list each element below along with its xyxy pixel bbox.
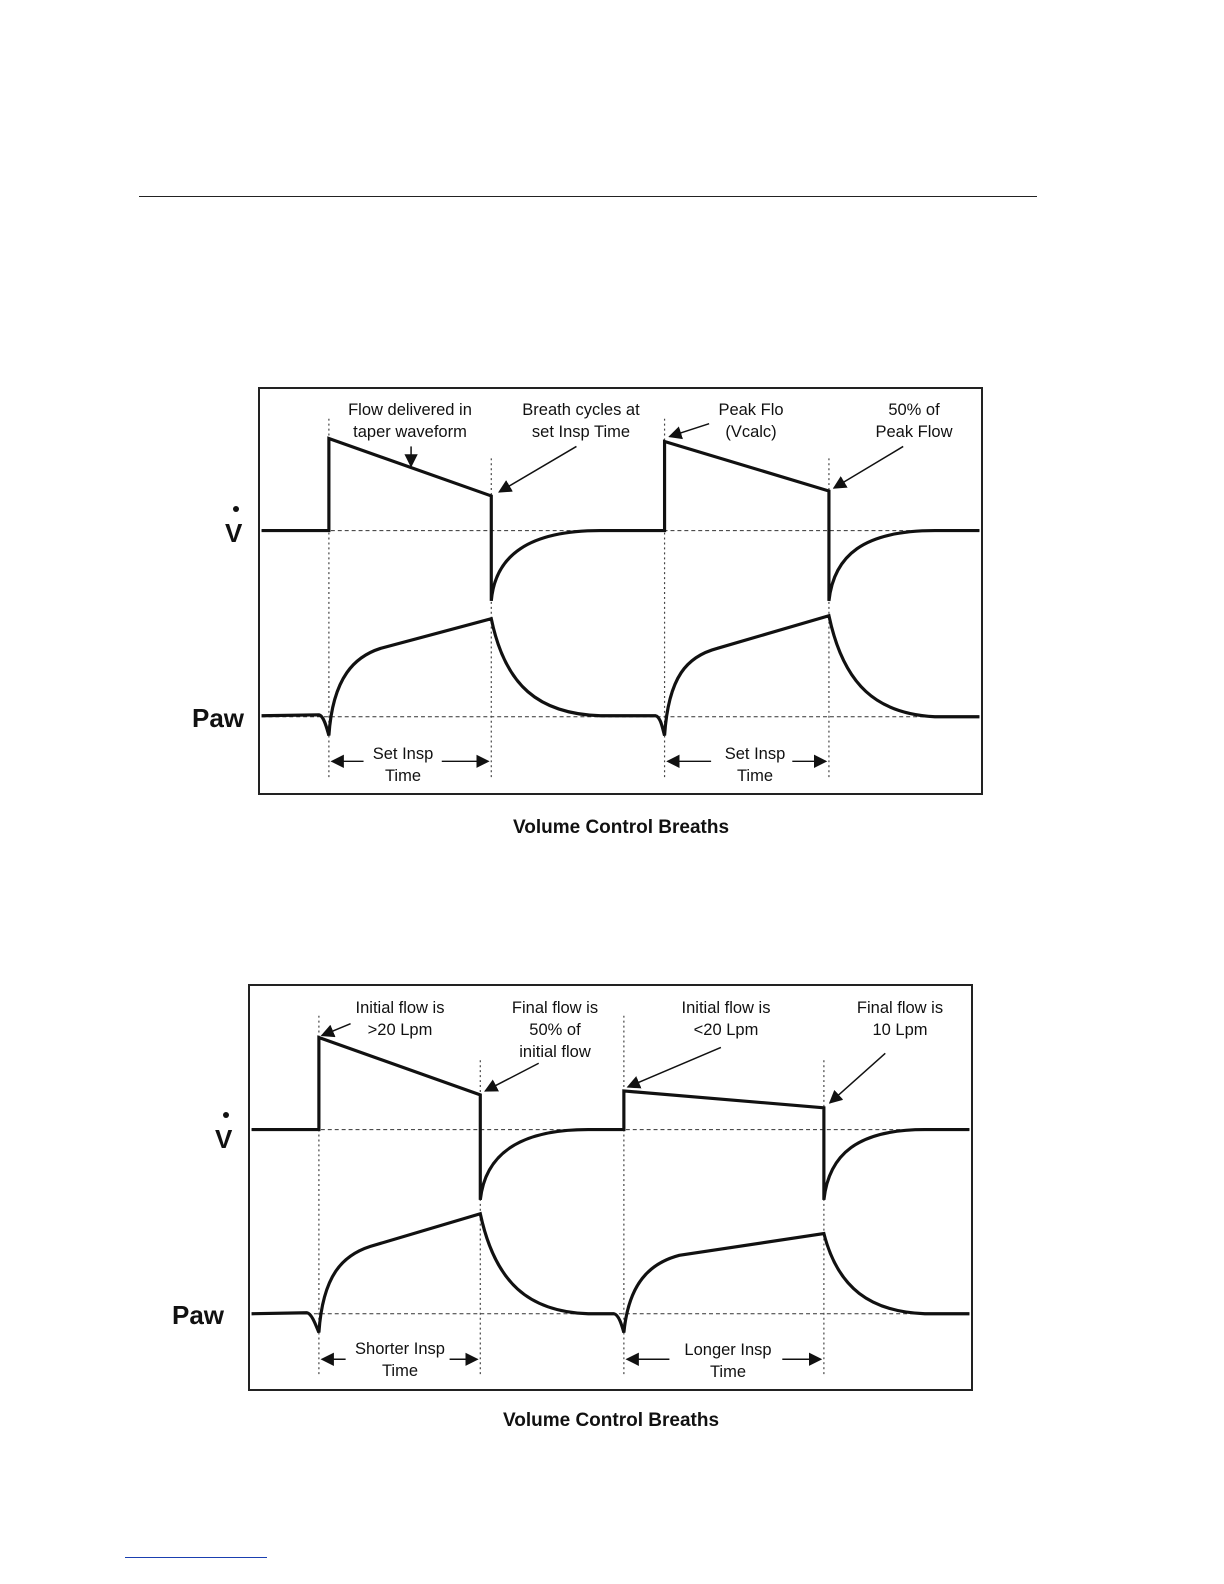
flow-dot-icon xyxy=(233,506,239,512)
annotation-initial-low: Initial flow is <20 Lpm xyxy=(681,999,771,1039)
time-label-1: Set Insp Time xyxy=(372,745,434,785)
pressure-axis-label-2: Paw xyxy=(172,1300,225,1330)
annotation-taper: Flow delivered in taper waveform xyxy=(348,401,472,441)
time-label-1: Shorter Insp Time xyxy=(355,1340,445,1380)
figure-caption-1: Volume Control Breaths xyxy=(512,817,730,838)
flow-waveform xyxy=(252,1037,970,1199)
flow-waveform xyxy=(262,439,980,601)
flow-axis-label-2: V xyxy=(215,1126,232,1152)
figure-caption-2: Volume Control Breaths xyxy=(502,1410,720,1431)
waveform-svg-1 xyxy=(260,389,981,793)
annotation-final-half: Final flow is 50% of initial flow xyxy=(511,999,599,1061)
arrow-final-half xyxy=(485,1063,538,1091)
header-rule xyxy=(139,196,1037,197)
arrow-final-ten xyxy=(830,1053,885,1103)
waveform-panel-2 xyxy=(248,984,973,1391)
time-label-2: Longer Insp Time xyxy=(684,1341,772,1381)
annotation-fifty-percent: 50% of Peak Flow xyxy=(875,401,953,441)
flow-axis-label-1: V xyxy=(225,520,242,546)
annotation-breath-cycles: Breath cycles at set Insp Time xyxy=(522,401,640,441)
time-label-2: Set Insp Time xyxy=(724,745,786,785)
arrow-peak xyxy=(670,424,710,437)
flow-dot-icon xyxy=(223,1112,229,1118)
pressure-waveform xyxy=(262,616,980,736)
arrow-fifty xyxy=(834,446,903,488)
arrow-initial-high xyxy=(322,1024,351,1036)
pressure-waveform xyxy=(252,1214,970,1333)
footer-link-rule xyxy=(125,1557,267,1558)
arrow-initial-low xyxy=(628,1047,721,1087)
annotation-initial-high: Initial flow is >20 Lpm xyxy=(355,999,445,1039)
arrow-cycles xyxy=(499,446,576,492)
pressure-axis-label-1: Paw xyxy=(192,703,245,733)
annotation-final-ten: Final flow is 10 Lpm xyxy=(856,999,944,1039)
waveform-panel-1 xyxy=(258,387,983,795)
annotation-peak-flow: Peak Flo (Vcalc) xyxy=(718,401,784,441)
waveform-svg-2 xyxy=(250,986,971,1389)
